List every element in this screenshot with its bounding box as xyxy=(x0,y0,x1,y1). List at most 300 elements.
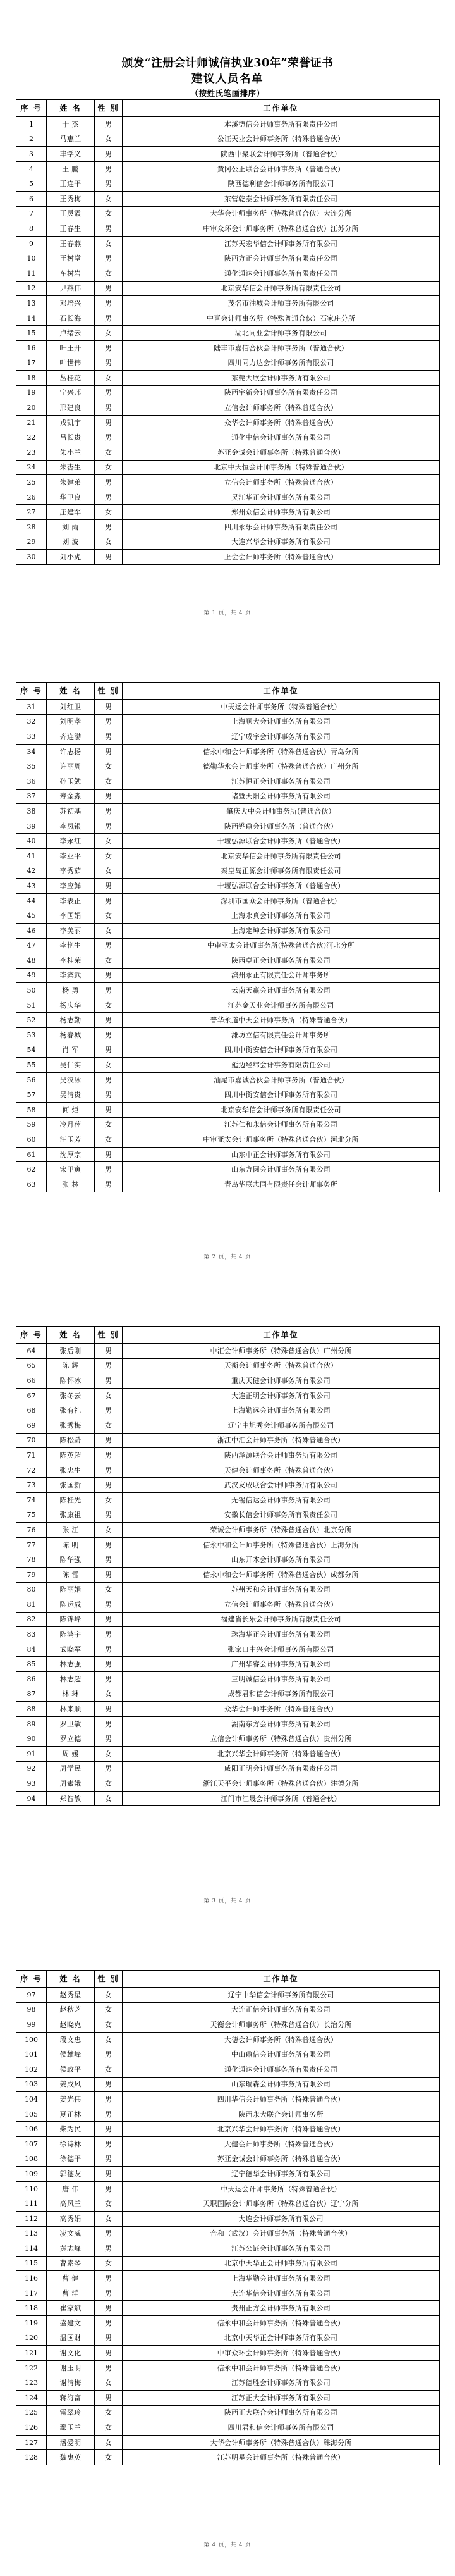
cell-no: 5 xyxy=(16,176,47,192)
cell-name: 赵秋芝 xyxy=(47,2002,95,2017)
cell-sex: 男 xyxy=(95,311,123,326)
cell-unit: 武汉友成联合会计师事务所有限公司 xyxy=(123,1478,440,1493)
cell-name: 张秀梅 xyxy=(47,1418,95,1433)
table-row xyxy=(16,938,440,953)
table-row xyxy=(16,1731,440,1747)
table-row xyxy=(16,2211,440,2226)
cell-name: 李国娟 xyxy=(47,908,95,924)
table-row xyxy=(16,520,440,535)
column-header-no: 序 号 xyxy=(16,683,47,700)
cell-name: 罗立德 xyxy=(47,1731,95,1747)
cell-no: 42 xyxy=(16,864,47,879)
cell-sex: 女 xyxy=(95,2032,123,2047)
cell-no: 55 xyxy=(16,1058,47,1073)
cell-unit: 江苏仁和永信会计师事务所有限公司 xyxy=(123,1117,440,1132)
cell-no: 11 xyxy=(16,266,47,281)
cell-name: 刘明孝 xyxy=(47,714,95,729)
page-footer: 第 3 页，共 4 页 xyxy=(203,1898,252,1904)
cell-name: 陈丽娟 xyxy=(47,1582,95,1597)
cell-sex: 女 xyxy=(95,1687,123,1702)
table-row xyxy=(16,864,440,879)
page-inner xyxy=(0,644,455,1288)
cell-unit: 陕西德利信会计师事务所有限公司 xyxy=(123,176,440,192)
cell-no: 118 xyxy=(16,2301,47,2316)
cell-unit: 安徽长信会计师事务所有限责任公司 xyxy=(123,1508,440,1523)
cell-sex: 男 xyxy=(95,520,123,535)
cell-unit: 汕尾市嘉诚合伙会计师事务所（普通合伙） xyxy=(123,1072,440,1087)
table-row xyxy=(16,475,440,490)
cell-no: 79 xyxy=(16,1567,47,1582)
cell-name: 罗卫敏 xyxy=(47,1716,95,1731)
cell-unit: 江苏金天业会计师事务所有限公司 xyxy=(123,998,440,1013)
cell-unit: 信永中和会计师事务所（特殊普通合伙）青岛分所 xyxy=(123,744,440,759)
cell-sex: 男 xyxy=(95,1358,123,1373)
column-header-unit: 工作单位 xyxy=(123,1327,440,1344)
cell-sex: 男 xyxy=(95,819,123,834)
table-row xyxy=(16,340,440,356)
cell-unit: 江苏天宏华信会计师事务所有限公司 xyxy=(123,236,440,251)
cell-name: 陈 明 xyxy=(47,1537,95,1552)
cell-no: 65 xyxy=(16,1358,47,1373)
table-body xyxy=(16,117,440,565)
cell-no: 115 xyxy=(16,2256,47,2271)
cell-unit: 三明诚信会计师事务所有限公司 xyxy=(123,1672,440,1687)
column-header-name: 姓 名 xyxy=(47,1327,95,1344)
cell-no: 68 xyxy=(16,1403,47,1418)
table-row xyxy=(16,1508,440,1523)
cell-sex: 男 xyxy=(95,1672,123,1687)
cell-unit: 天衡会计师事务所（特殊普通合伙）长治分所 xyxy=(123,2017,440,2033)
table-row xyxy=(16,2405,440,2420)
cell-name: 赵晓克 xyxy=(47,2017,95,2033)
cell-name: 徐德平 xyxy=(47,2152,95,2167)
cell-unit: 上会会计师事务所（特殊普通合伙） xyxy=(123,550,440,565)
table-row xyxy=(16,117,440,132)
cell-no: 63 xyxy=(16,1177,47,1192)
cell-no: 61 xyxy=(16,1147,47,1162)
cell-sex: 女 xyxy=(95,445,123,461)
cell-unit: 中汇会计师事务所（特殊普通合伙）广州分所 xyxy=(123,1344,440,1359)
table-row xyxy=(16,848,440,864)
cell-no: 94 xyxy=(16,1791,47,1806)
cell-sex: 女 xyxy=(95,2211,123,2226)
cell-no: 32 xyxy=(16,714,47,729)
table-row xyxy=(16,1388,440,1403)
cell-no: 86 xyxy=(16,1672,47,1687)
table-row xyxy=(16,2241,440,2257)
cell-unit: 深圳市国众会计师事务所（普通合伙） xyxy=(123,893,440,908)
cell-sex: 女 xyxy=(95,774,123,789)
header-spacer xyxy=(0,1288,455,1326)
cell-unit: 辽宁中旭秀会计师事务所有限公司 xyxy=(123,1418,440,1433)
cell-sex: 男 xyxy=(95,1537,123,1552)
cell-name: 于 杰 xyxy=(47,117,95,132)
table-row xyxy=(16,505,440,520)
cell-no: 1 xyxy=(16,117,47,132)
cell-unit: 湖南东方会计师事务所有限公司 xyxy=(123,1716,440,1731)
table-row xyxy=(16,371,440,386)
cell-sex: 男 xyxy=(95,1448,123,1463)
table-row xyxy=(16,2032,440,2047)
cell-unit: 云南天赢会计师事务所有限公司 xyxy=(123,983,440,998)
cell-unit: 荣诚会计师事务所（特殊普通合伙）北京分所 xyxy=(123,1523,440,1538)
cell-unit: 通化通达会计师事务所有限责任公司 xyxy=(123,266,440,281)
cell-no: 84 xyxy=(16,1642,47,1657)
cell-no: 110 xyxy=(16,2181,47,2196)
cell-sex: 男 xyxy=(95,983,123,998)
cell-sex: 男 xyxy=(95,1177,123,1192)
cell-no: 126 xyxy=(16,2420,47,2436)
cell-no: 122 xyxy=(16,2360,47,2375)
cell-name: 尹燕伟 xyxy=(47,281,95,296)
cell-name: 曹素琴 xyxy=(47,2256,95,2271)
cell-unit: 信永中和会计师事务所（特殊普通合伙） xyxy=(123,2360,440,2375)
cell-unit: 天职国际会计师事务所（特殊普通合伙）辽宁分所 xyxy=(123,2196,440,2212)
cell-unit: 苏州天和会计师事务所有限公司 xyxy=(123,1582,440,1597)
table-row xyxy=(16,236,440,251)
cell-name: 吴仁实 xyxy=(47,1058,95,1073)
cell-name: 宋甲寅 xyxy=(47,1162,95,1177)
table-row xyxy=(16,789,440,804)
cell-unit: 立信会计师事务所（特殊普通合伙） xyxy=(123,400,440,416)
cell-sex: 男 xyxy=(95,1028,123,1043)
cell-unit: 山东中正会计师事务所有限公司 xyxy=(123,1147,440,1162)
cell-no: 123 xyxy=(16,2375,47,2391)
table-head xyxy=(16,1971,440,1988)
cell-sex: 男 xyxy=(95,1627,123,1642)
table-row xyxy=(16,147,440,162)
table-header-row xyxy=(16,683,440,700)
cell-unit: 无锡信达会计师事务所有限公司 xyxy=(123,1492,440,1508)
table-row xyxy=(16,1103,440,1118)
cell-name: 郭德友 xyxy=(47,2167,95,2182)
cell-no: 128 xyxy=(16,2450,47,2465)
cell-no: 106 xyxy=(16,2122,47,2137)
table-row xyxy=(16,221,440,237)
table-row xyxy=(16,1162,440,1177)
cell-sex: 男 xyxy=(95,340,123,356)
cell-unit: 公证天业会计师事务所（特殊普通合伙） xyxy=(123,132,440,147)
cell-name: 赵秀星 xyxy=(47,1988,95,2003)
cell-sex: 男 xyxy=(95,1433,123,1448)
cell-no: 124 xyxy=(16,2391,47,2406)
cell-name: 陈桂先 xyxy=(47,1492,95,1508)
cell-unit: 大连正明会计师事务所有限公司 xyxy=(123,1388,440,1403)
cell-no: 28 xyxy=(16,520,47,535)
page-title: 颁发“注册会计师诚信执业30年”荣誉证书 xyxy=(121,57,334,70)
column-header-unit: 工作单位 xyxy=(123,1971,440,1988)
cell-no: 120 xyxy=(16,2331,47,2346)
cell-name: 高秀娟 xyxy=(47,2211,95,2226)
cell-name: 陈锦峰 xyxy=(47,1612,95,1627)
cell-sex: 男 xyxy=(95,281,123,296)
cell-no: 98 xyxy=(16,2002,47,2017)
cell-name: 林志超 xyxy=(47,1672,95,1687)
cell-name: 雷翠玲 xyxy=(47,2405,95,2420)
cell-unit: 陕西正大联合会计师事务所有限公司 xyxy=(123,2405,440,2420)
table-row xyxy=(16,1747,440,1762)
cell-unit: 四川华信会计师事务所（特殊普通合伙） xyxy=(123,2092,440,2107)
cell-sex: 女 xyxy=(95,2450,123,2465)
table-row xyxy=(16,1087,440,1103)
cell-unit: 立信会计师事务所（特殊普通合伙） xyxy=(123,1597,440,1613)
table-row xyxy=(16,161,440,176)
cell-no: 81 xyxy=(16,1597,47,1613)
cell-unit: 北京中天华正会计师事务所有限公司 xyxy=(123,2256,440,2271)
cell-sex: 男 xyxy=(95,2346,123,2361)
cell-name: 崔家斌 xyxy=(47,2301,95,2316)
table-row xyxy=(16,296,440,311)
cell-unit: 浙江天平会计师事务所（特殊普通合伙）建德分所 xyxy=(123,1776,440,1792)
table-row xyxy=(16,1582,440,1597)
cell-name: 张康祖 xyxy=(47,1508,95,1523)
table-row xyxy=(16,400,440,416)
cell-sex: 男 xyxy=(95,2226,123,2241)
cell-no: 60 xyxy=(16,1132,47,1148)
table-row xyxy=(16,311,440,326)
cell-unit: 秦皇岛正源会计师事务所有限责任公司 xyxy=(123,864,440,879)
cell-name: 杨庆华 xyxy=(47,998,95,1013)
cell-unit: 重庆天健会计师事务所有限公司 xyxy=(123,1373,440,1389)
cell-no: 117 xyxy=(16,2286,47,2301)
cell-name: 高风兰 xyxy=(47,2196,95,2212)
cell-sex: 女 xyxy=(95,326,123,341)
table-row xyxy=(16,744,440,759)
cell-sex: 男 xyxy=(95,1567,123,1582)
table-row xyxy=(16,953,440,969)
cell-name: 唐 伟 xyxy=(47,2181,95,2196)
cell-sex: 男 xyxy=(95,490,123,505)
cell-name: 姜成风 xyxy=(47,2077,95,2092)
cell-unit: 江门市江晟会计师事务所（普通合伙） xyxy=(123,1791,440,1806)
table-row xyxy=(16,2167,440,2182)
cell-sex: 男 xyxy=(95,2136,123,2152)
cell-no: 70 xyxy=(16,1433,47,1448)
page-subtitle: 建议人员名单 xyxy=(191,73,264,85)
cell-sex: 男 xyxy=(95,1373,123,1389)
cell-unit: 天健会计师事务所（特殊普通合伙） xyxy=(123,1463,440,1478)
cell-name: 侯政平 xyxy=(47,2062,95,2077)
cell-sex: 女 xyxy=(95,2375,123,2391)
cell-unit: 上海永真会计师事务所有限公司 xyxy=(123,908,440,924)
table-row xyxy=(16,2152,440,2167)
cell-sex: 男 xyxy=(95,475,123,490)
cell-sex: 男 xyxy=(95,2092,123,2107)
cell-sex: 男 xyxy=(95,2047,123,2062)
table-row xyxy=(16,2062,440,2077)
cell-sex: 女 xyxy=(95,535,123,550)
cell-name: 周 媛 xyxy=(47,1747,95,1762)
cell-no: 112 xyxy=(16,2211,47,2226)
cell-name: 张 林 xyxy=(47,1177,95,1192)
cell-sex: 男 xyxy=(95,2331,123,2346)
column-header-unit: 工作单位 xyxy=(123,683,440,700)
cell-no: 3 xyxy=(16,147,47,162)
table-row xyxy=(16,2331,440,2346)
table-row xyxy=(16,2196,440,2212)
table-wrapper xyxy=(0,682,455,1192)
table-row xyxy=(16,2047,440,2062)
cell-name: 丛桂花 xyxy=(47,371,95,386)
title-block xyxy=(0,0,455,99)
cell-sex: 男 xyxy=(95,2301,123,2316)
cell-sex: 男 xyxy=(95,296,123,311)
cell-sex: 男 xyxy=(95,2152,123,2167)
cell-name: 鄢玉兰 xyxy=(47,2420,95,2436)
cell-no: 58 xyxy=(16,1103,47,1118)
cell-no: 23 xyxy=(16,445,47,461)
table-row xyxy=(16,1478,440,1493)
cell-name: 张后刚 xyxy=(47,1344,95,1359)
cell-sex: 女 xyxy=(95,132,123,147)
cell-unit: 陕西中聚联会计师事务所（普通合伙） xyxy=(123,147,440,162)
cell-no: 33 xyxy=(16,729,47,745)
table-row xyxy=(16,251,440,266)
cell-sex: 女 xyxy=(95,505,123,520)
cell-name: 王春生 xyxy=(47,221,95,237)
cell-unit: 大连兴华会计师事务所有限公司 xyxy=(123,535,440,550)
table-row xyxy=(16,1657,440,1672)
table-row xyxy=(16,460,440,475)
cell-unit: 山东方圆会计师事务所有限公司 xyxy=(123,1162,440,1177)
cell-name: 周学民 xyxy=(47,1761,95,1776)
table-row xyxy=(16,923,440,938)
table-row xyxy=(16,714,440,729)
cell-no: 101 xyxy=(16,2047,47,2062)
cell-sex: 女 xyxy=(95,1418,123,1433)
table-wrapper xyxy=(0,1970,455,2465)
cell-name: 寿金淼 xyxy=(47,789,95,804)
cell-sex: 女 xyxy=(95,2420,123,2436)
cell-sex: 女 xyxy=(95,2196,123,2212)
cell-unit: 中喜会计师事务所（特殊普通合伙）石家庄分所 xyxy=(123,311,440,326)
table-row xyxy=(16,1147,440,1162)
cell-sex: 女 xyxy=(95,848,123,864)
cell-unit: 中天运会计师事务所（特殊普通合伙） xyxy=(123,2181,440,2196)
table-row xyxy=(16,1537,440,1552)
cell-no: 38 xyxy=(16,804,47,819)
column-header-sex: 性 别 xyxy=(95,1971,123,1988)
column-header-no: 序 号 xyxy=(16,100,47,117)
cell-no: 97 xyxy=(16,1988,47,2003)
cell-sex: 男 xyxy=(95,430,123,445)
cell-name: 潘爱明 xyxy=(47,2435,95,2450)
cell-unit: 滨州永正有限责任会计师事务所 xyxy=(123,968,440,983)
table-header-row xyxy=(16,1327,440,1344)
cell-name: 张有礼 xyxy=(47,1403,95,1418)
cell-unit: 青岛华联志同有限责任会计师事务所 xyxy=(123,1177,440,1192)
cell-unit: 诸暨天阳会计师事务所有限公司 xyxy=(123,789,440,804)
cell-no: 12 xyxy=(16,281,47,296)
table-row xyxy=(16,281,440,296)
table-row xyxy=(16,326,440,341)
cell-name: 盛建文 xyxy=(47,2316,95,2331)
page-footer: 第 2 页，共 4 页 xyxy=(203,1254,252,1260)
cell-unit: 众华会计师事务所（特殊普通合伙） xyxy=(123,1702,440,1717)
cell-sex: 男 xyxy=(95,879,123,894)
cell-name: 张 江 xyxy=(47,1523,95,1538)
cell-sex: 男 xyxy=(95,2181,123,2196)
table-row xyxy=(16,834,440,849)
cell-unit: 众华会计师事务所（特殊普通合伙） xyxy=(123,415,440,430)
table-row xyxy=(16,2136,440,2152)
table-row xyxy=(16,1716,440,1731)
cell-unit: 四川君和信会计师事务所有限公司 xyxy=(123,2420,440,2436)
cell-sex: 男 xyxy=(95,2360,123,2375)
cell-sex: 男 xyxy=(95,1478,123,1493)
cell-unit: 贵州正方会计师事务所有限公司 xyxy=(123,2301,440,2316)
table-row xyxy=(16,729,440,745)
cell-sex: 女 xyxy=(95,864,123,879)
cell-sex: 男 xyxy=(95,221,123,237)
table-row xyxy=(16,759,440,774)
cell-sex: 男 xyxy=(95,1162,123,1177)
cell-no: 48 xyxy=(16,953,47,969)
table-row xyxy=(16,356,440,371)
cell-name: 丰学义 xyxy=(47,147,95,162)
cell-no: 78 xyxy=(16,1552,47,1568)
cell-sex: 男 xyxy=(95,938,123,953)
cell-unit: 中审众环会计师事务所（特殊普通合伙）江苏分所 xyxy=(123,221,440,237)
cell-unit: 十堰弘源联合会计师事务所（普通合伙） xyxy=(123,879,440,894)
table-row xyxy=(16,2017,440,2033)
cell-no: 4 xyxy=(16,161,47,176)
cell-sex: 男 xyxy=(95,251,123,266)
cell-no: 109 xyxy=(16,2167,47,2182)
cell-no: 83 xyxy=(16,1627,47,1642)
page-footer: 第 1 页，共 4 页 xyxy=(203,610,252,616)
table-wrapper xyxy=(0,1326,455,1806)
cell-sex: 男 xyxy=(95,700,123,715)
cell-unit: 上海顺大会计师事务所有限公司 xyxy=(123,714,440,729)
table-row xyxy=(16,2346,440,2361)
table-row xyxy=(16,983,440,998)
cell-name: 魏惠英 xyxy=(47,2450,95,2465)
table-row xyxy=(16,266,440,281)
table-row xyxy=(16,1403,440,1418)
sort-note: （按姓氏笔画排序） xyxy=(190,89,265,98)
cell-name: 李表正 xyxy=(47,893,95,908)
cell-name: 杨 勇 xyxy=(47,983,95,998)
cell-no: 125 xyxy=(16,2405,47,2420)
column-header-no: 序 号 xyxy=(16,1971,47,1988)
table-row xyxy=(16,893,440,908)
table-row xyxy=(16,1492,440,1508)
cell-name: 苏初基 xyxy=(47,804,95,819)
cell-unit: 陕西永大联合会计师事务所 xyxy=(123,2107,440,2122)
cell-name: 李宾武 xyxy=(47,968,95,983)
table-row xyxy=(16,445,440,461)
cell-unit: 湖北同业会计师事务有限公司 xyxy=(123,326,440,341)
cell-sex: 男 xyxy=(95,2316,123,2331)
table-row xyxy=(16,1761,440,1776)
table-head xyxy=(16,100,440,117)
cell-no: 108 xyxy=(16,2152,47,2167)
document-page xyxy=(0,0,455,644)
cell-name: 曹 洋 xyxy=(47,2286,95,2301)
table-row xyxy=(16,1672,440,1687)
cell-name: 沈厚宗 xyxy=(47,1147,95,1162)
cell-name: 肖 军 xyxy=(47,1043,95,1058)
table-row xyxy=(16,908,440,924)
cell-sex: 女 xyxy=(95,191,123,206)
cell-unit: 北京安华信会计师事务所有限责任公司 xyxy=(123,848,440,864)
cell-sex: 男 xyxy=(95,400,123,416)
table-row xyxy=(16,1597,440,1613)
table-row xyxy=(16,535,440,550)
cell-name: 林 琳 xyxy=(47,1687,95,1702)
table-row xyxy=(16,819,440,834)
